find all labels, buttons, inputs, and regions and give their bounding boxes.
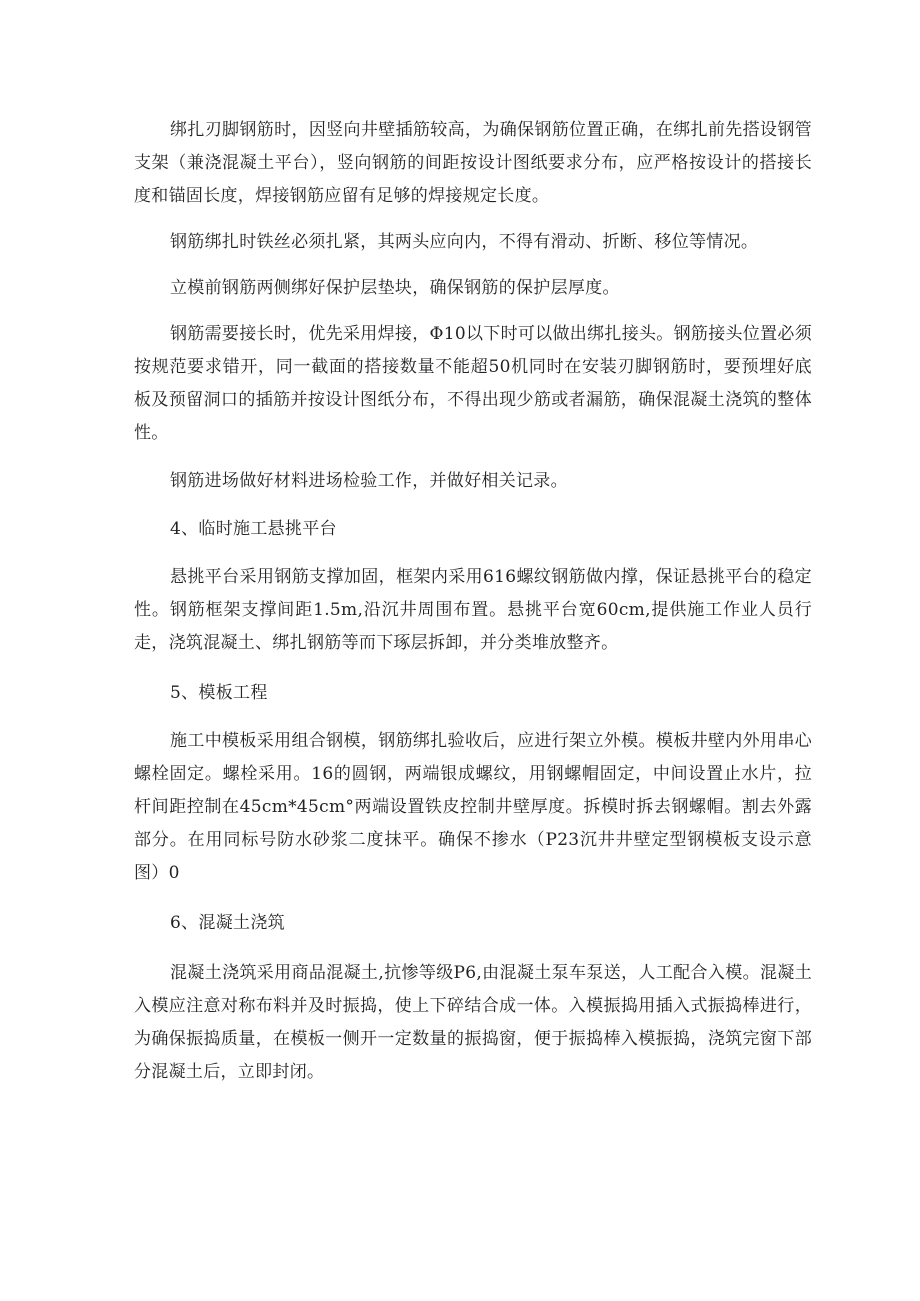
paragraph-wire-tying: 钢筋绑扎时铁丝必须扎紧，其两头应向内，不得有滑动、折断、移位等情况。	[170, 232, 759, 252]
paragraph-cutting-edge-rebar: 绑扎刃脚钢筋时，因竖向井壁插筋较高，为确保钢筋位置正确，在绑扎前先搭设钢管支架（兼浇混凝土平台），竖向钢筋的间距按设计图纸要求分布，应严格按设计的搭接长度和锚固长度，焊接钢筋应留有足够的焊接规定长度。	[134, 120, 812, 206]
section-heading-formwork: 5、模板工程	[170, 683, 268, 703]
paragraph-formwork: 施工中模板采用组合钢模，钢筋绑扎验收后，应进行架立外模。模板井壁内外用串心螺栓固定。螺栓采用。16的圆钢，两端银成螺纹，用钢螺帽固定，中间设置止水片，拉杆间距控制在45cm*45cm°两端设置铁皮控制井壁厚度。拆模时拆去钢螺帽。割去外露部分。在用同标号防水砂浆二度抹平。确保不掺水（P23沉井井壁定型钢模板支设示意图）0	[134, 731, 812, 883]
paragraph-rebar-splicing: 钢筋需要接长时，优先采用焊接，Φ10以下时可以做出绑扎接头。钢筋接头位置必须按规范要求错开，同一截面的搭接数量不能超50机同时在安装刃脚钢筋时，要预埋好底板及预留洞口的插筋并按设计图纸分布，不得出现少筋或者漏筋，确保混凝土浇筑的整体性。	[134, 324, 812, 443]
paragraph-concrete-pouring: 混凝土浇筑采用商品混凝土,抗惨等级P6,由混凝土泵车泵送，人工配合入模。混凝土入模应注意对称布料并及时振捣，使上下碎结合成一体。入模振捣用插入式振捣棒进行，为确保振捣质量，在模板一侧开一定数量的振捣窗，便于振捣棒入模振捣，浇筑完窗下部分混凝土后，立即封闭。	[134, 963, 812, 1082]
paragraph-cover-blocks: 立模前钢筋两侧绑好保护层垫块，确保钢筋的保护层厚度。	[170, 278, 620, 298]
section-heading-concrete-pouring: 6、混凝土浇筑	[170, 913, 285, 933]
paragraph-cantilever-platform: 悬挑平台采用钢筋支撑加固，框架内采用616螺纹钢筋做内撑，保证悬挑平台的稳定性。钢筋框架支撑间距1.5m,沿沉井周围布置。悬挑平台宽60cm,提供施工作业人员行走，浇筑混凝土、绑扎钢筋等而下琢层拆卸，并分类堆放整齐。	[134, 567, 812, 653]
section-heading-cantilever-platform: 4、临时施工悬挑平台	[170, 519, 337, 539]
paragraph-material-inspection: 钢筋进场做好材料进场检验工作，并做好相关记录。	[170, 471, 568, 491]
